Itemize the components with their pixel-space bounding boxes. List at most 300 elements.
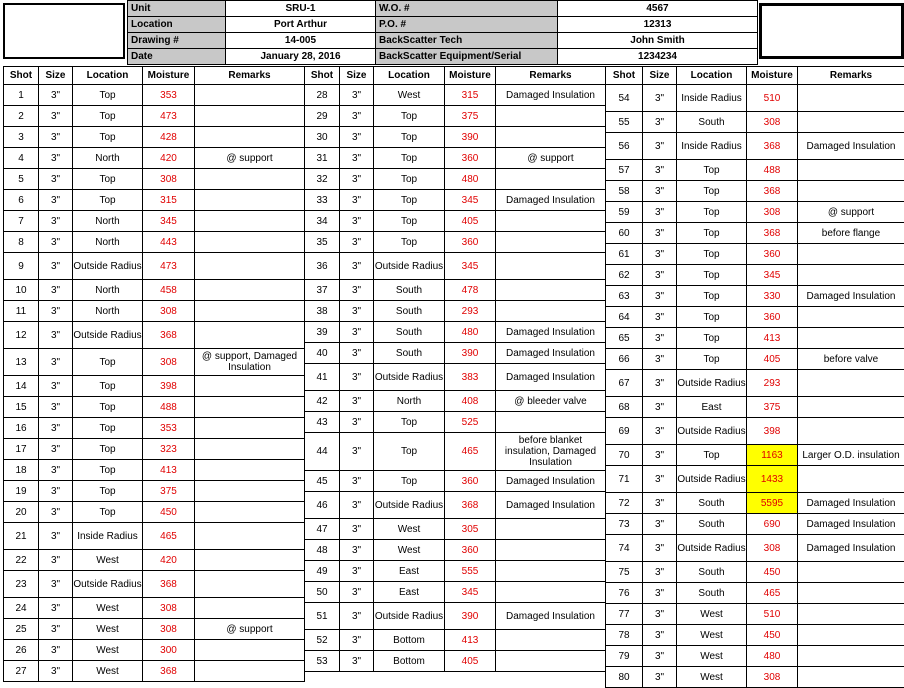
cell-shot: 60: [606, 223, 643, 244]
cell-moisture: 375: [143, 481, 195, 502]
col-location: Location: [73, 67, 143, 85]
cell-moisture: 375: [445, 106, 496, 127]
cell-remarks: [195, 550, 305, 571]
drawing-value: 14-005: [226, 33, 376, 49]
cell-moisture: 398: [143, 376, 195, 397]
cell-moisture: 360: [747, 307, 798, 328]
cell-remarks: [798, 562, 904, 583]
cell-size: 3": [39, 571, 73, 598]
shot-table-1: [3, 66, 305, 682]
table-row: [606, 493, 904, 514]
cell-moisture: 353: [143, 85, 195, 106]
cell-location: Outside Radius: [677, 370, 747, 397]
cell-remarks: [798, 328, 904, 349]
cell-moisture: 450: [747, 625, 798, 646]
cell-location: Top: [73, 418, 143, 439]
cell-moisture: 375: [747, 397, 798, 418]
cell-moisture: 405: [445, 211, 496, 232]
shot-table-3: [605, 66, 904, 688]
cell-size: 3": [340, 301, 374, 322]
col-shot: Shot: [606, 67, 643, 85]
cell-size: 3": [340, 280, 374, 301]
cell-shot: 3: [4, 127, 39, 148]
table-row: [4, 598, 305, 619]
cell-location: Top: [374, 412, 445, 433]
cell-size: 3": [39, 322, 73, 349]
cell-size: 3": [340, 232, 374, 253]
cell-shot: 74: [606, 535, 643, 562]
cell-size: 3": [643, 646, 677, 667]
cell-size: 3": [340, 630, 374, 651]
cell-remarks: [496, 106, 606, 127]
table-row: [606, 133, 904, 160]
cell-shot: 67: [606, 370, 643, 397]
wo-value: 4567: [558, 1, 758, 17]
cell-shot: 29: [305, 106, 340, 127]
cell-location: North: [73, 211, 143, 232]
cell-shot: 35: [305, 232, 340, 253]
cell-shot: 47: [305, 519, 340, 540]
cell-moisture: 360: [747, 244, 798, 265]
cell-size: 3": [39, 301, 73, 322]
cell-shot: 19: [4, 481, 39, 502]
cell-moisture: 390: [445, 343, 496, 364]
cell-size: 3": [340, 540, 374, 561]
table-row: [606, 445, 904, 466]
cell-shot: 48: [305, 540, 340, 561]
cell-location: North: [73, 280, 143, 301]
cell-moisture: 408: [445, 391, 496, 412]
cell-moisture: 398: [747, 418, 798, 445]
cell-moisture: 465: [143, 523, 195, 550]
cell-remarks: before valve: [798, 349, 904, 370]
cell-size: 3": [643, 223, 677, 244]
cell-location: Top: [73, 460, 143, 481]
logo-box-left: [3, 3, 125, 59]
table-row: [4, 322, 305, 349]
cell-location: Top: [73, 481, 143, 502]
cell-moisture: 465: [445, 433, 496, 471]
cell-location: Outside Radius: [73, 571, 143, 598]
cell-size: 3": [643, 397, 677, 418]
cell-remarks: Damaged Insulation: [496, 85, 606, 106]
cell-remarks: before flange: [798, 223, 904, 244]
cell-remarks: [496, 169, 606, 190]
cell-moisture: 488: [747, 160, 798, 181]
cell-location: North: [374, 391, 445, 412]
cell-shot: 21: [4, 523, 39, 550]
table-row: [305, 280, 606, 301]
cell-remarks: [496, 232, 606, 253]
cell-location: South: [677, 112, 747, 133]
table-row: [4, 301, 305, 322]
cell-size: 3": [39, 376, 73, 397]
cell-moisture: 300: [143, 640, 195, 661]
table-row: [305, 603, 606, 630]
cell-location: West: [73, 550, 143, 571]
cell-location: West: [677, 646, 747, 667]
cell-shot: 30: [305, 127, 340, 148]
cell-remarks: [195, 85, 305, 106]
header-table: [127, 0, 758, 65]
table-row: [305, 85, 606, 106]
cell-size: 3": [340, 343, 374, 364]
cell-location: West: [374, 85, 445, 106]
cell-remarks: [496, 280, 606, 301]
cell-shot: 62: [606, 265, 643, 286]
cell-shot: 66: [606, 349, 643, 370]
cell-size: 3": [39, 481, 73, 502]
cell-remarks: [496, 630, 606, 651]
cell-remarks: [496, 651, 606, 672]
table-row: [305, 301, 606, 322]
cell-location: Outside Radius: [374, 253, 445, 280]
table-row: [606, 202, 904, 223]
cell-location: Top: [677, 328, 747, 349]
cell-moisture: 1433: [747, 466, 798, 493]
table-row: [305, 391, 606, 412]
unit-value: SRU-1: [226, 1, 376, 17]
cell-shot: 41: [305, 364, 340, 391]
cell-location: Inside Radius: [677, 133, 747, 160]
cell-size: 3": [643, 328, 677, 349]
cell-remarks: Damaged Insulation: [496, 603, 606, 630]
cell-shot: 14: [4, 376, 39, 397]
cell-shot: 9: [4, 253, 39, 280]
cell-size: 3": [39, 550, 73, 571]
cell-size: 3": [340, 519, 374, 540]
cell-shot: 7: [4, 211, 39, 232]
col-remarks: Remarks: [798, 67, 904, 85]
cell-size: 3": [340, 391, 374, 412]
cell-remarks: [496, 582, 606, 603]
cell-location: Top: [73, 169, 143, 190]
cell-shot: 75: [606, 562, 643, 583]
cell-moisture: 525: [445, 412, 496, 433]
table-row: [305, 343, 606, 364]
location-label: Location: [128, 17, 226, 33]
table-row: [606, 160, 904, 181]
cell-location: West: [374, 519, 445, 540]
cell-location: East: [677, 397, 747, 418]
cell-shot: 17: [4, 439, 39, 460]
cell-location: Top: [374, 190, 445, 211]
table-row: [305, 253, 606, 280]
cell-location: Bottom: [374, 651, 445, 672]
cell-moisture: 488: [143, 397, 195, 418]
cell-size: 3": [643, 418, 677, 445]
cell-size: 3": [39, 598, 73, 619]
cell-remarks: [195, 460, 305, 481]
cell-remarks: Damaged Insulation: [496, 364, 606, 391]
cell-remarks: [195, 127, 305, 148]
table-row: [4, 619, 305, 640]
table-row: [606, 244, 904, 265]
cell-moisture: 480: [747, 646, 798, 667]
cell-remarks: [195, 232, 305, 253]
cell-moisture: 1163: [747, 445, 798, 466]
cell-shot: 37: [305, 280, 340, 301]
cell-remarks: [195, 439, 305, 460]
table-row: [4, 481, 305, 502]
cell-moisture: 360: [445, 148, 496, 169]
cell-location: South: [677, 583, 747, 604]
cell-shot: 25: [4, 619, 39, 640]
cell-remarks: [195, 661, 305, 682]
cell-shot: 46: [305, 492, 340, 519]
cell-remarks: @ support, Damaged Insulation: [195, 349, 305, 376]
table-row: [4, 523, 305, 550]
table-row: [4, 106, 305, 127]
cell-size: 3": [39, 106, 73, 127]
cell-location: Outside Radius: [677, 466, 747, 493]
cell-location: West: [73, 640, 143, 661]
cell-size: 3": [340, 190, 374, 211]
cell-shot: 57: [606, 160, 643, 181]
cell-moisture: 368: [143, 571, 195, 598]
table-row: [4, 418, 305, 439]
cell-location: Top: [677, 349, 747, 370]
cell-moisture: 293: [747, 370, 798, 397]
cell-location: South: [677, 514, 747, 535]
cell-size: 3": [340, 253, 374, 280]
cell-location: South: [374, 301, 445, 322]
col-location: Location: [677, 67, 747, 85]
cell-remarks: [798, 370, 904, 397]
table-row: [606, 85, 904, 112]
table-row: [606, 466, 904, 493]
equipment-label: BackScatter Equipment/Serial: [376, 49, 558, 65]
cell-size: 3": [340, 322, 374, 343]
table-row: [4, 211, 305, 232]
cell-moisture: 368: [747, 181, 798, 202]
table-row: [4, 349, 305, 376]
cell-shot: 33: [305, 190, 340, 211]
col-remarks: Remarks: [195, 67, 305, 85]
cell-remarks: [195, 571, 305, 598]
table-row: [606, 307, 904, 328]
cell-location: Top: [73, 397, 143, 418]
table-row: [305, 106, 606, 127]
cell-location: South: [374, 343, 445, 364]
cell-remarks: [195, 418, 305, 439]
cell-size: 3": [39, 661, 73, 682]
cell-shot: 38: [305, 301, 340, 322]
cell-moisture: 420: [143, 148, 195, 169]
cell-shot: 18: [4, 460, 39, 481]
table-row: [305, 211, 606, 232]
table-row: [4, 190, 305, 211]
cell-remarks: [798, 397, 904, 418]
cell-moisture: 345: [445, 190, 496, 211]
table-row: [606, 535, 904, 562]
cell-remarks: [195, 640, 305, 661]
cell-remarks: Damaged Insulation: [798, 493, 904, 514]
cell-size: 3": [340, 127, 374, 148]
cell-shot: 32: [305, 169, 340, 190]
cell-shot: 49: [305, 561, 340, 582]
cell-shot: 16: [4, 418, 39, 439]
cell-shot: 52: [305, 630, 340, 651]
cell-location: Outside Radius: [374, 492, 445, 519]
cell-location: Top: [73, 502, 143, 523]
cell-size: 3": [39, 232, 73, 253]
cell-location: Outside Radius: [677, 418, 747, 445]
cell-shot: 1: [4, 85, 39, 106]
cell-location: South: [374, 322, 445, 343]
cell-size: 3": [643, 583, 677, 604]
cell-shot: 43: [305, 412, 340, 433]
cell-shot: 58: [606, 181, 643, 202]
table-row: [305, 492, 606, 519]
cell-shot: 5: [4, 169, 39, 190]
cell-location: North: [73, 301, 143, 322]
cell-moisture: 478: [445, 280, 496, 301]
cell-moisture: 413: [143, 460, 195, 481]
cell-remarks: @ support: [195, 619, 305, 640]
cell-location: East: [374, 582, 445, 603]
cell-remarks: [195, 481, 305, 502]
cell-remarks: [496, 211, 606, 232]
cell-shot: 63: [606, 286, 643, 307]
cell-remarks: Damaged Insulation: [496, 343, 606, 364]
table-row: [606, 112, 904, 133]
cell-remarks: [195, 301, 305, 322]
table-row: [4, 640, 305, 661]
cell-location: Top: [73, 106, 143, 127]
cell-location: Top: [73, 127, 143, 148]
cell-size: 3": [39, 280, 73, 301]
table-row: [305, 412, 606, 433]
cell-size: 3": [340, 492, 374, 519]
cell-moisture: 368: [445, 492, 496, 519]
table-row: [606, 562, 904, 583]
logo-box-right: [759, 3, 904, 59]
cell-remarks: [195, 376, 305, 397]
cell-size: 3": [643, 265, 677, 286]
cell-remarks: [195, 106, 305, 127]
date-value: January 28, 2016: [226, 49, 376, 65]
shot-table-2: [304, 66, 606, 672]
cell-remarks: [496, 253, 606, 280]
cell-moisture: 345: [143, 211, 195, 232]
cell-shot: 4: [4, 148, 39, 169]
cell-size: 3": [643, 307, 677, 328]
cell-moisture: 510: [747, 604, 798, 625]
cell-moisture: 345: [445, 253, 496, 280]
cell-moisture: 308: [747, 535, 798, 562]
cell-moisture: 330: [747, 286, 798, 307]
location-value: Port Arthur: [226, 17, 376, 33]
table-row: [4, 460, 305, 481]
cell-shot: 61: [606, 244, 643, 265]
cell-size: 3": [340, 364, 374, 391]
cell-remarks: [798, 625, 904, 646]
table-row: [606, 349, 904, 370]
cell-size: 3": [39, 190, 73, 211]
col-moisture: Moisture: [143, 67, 195, 85]
cell-location: Top: [374, 127, 445, 148]
cell-remarks: [798, 646, 904, 667]
unit-label: Unit: [128, 1, 226, 17]
cell-location: Inside Radius: [677, 85, 747, 112]
table-row: [4, 169, 305, 190]
cell-location: Top: [73, 439, 143, 460]
cell-moisture: 450: [747, 562, 798, 583]
cell-remarks: [195, 190, 305, 211]
table-row: [4, 280, 305, 301]
table-row: [305, 519, 606, 540]
table-row: [606, 418, 904, 445]
cell-size: 3": [643, 535, 677, 562]
cell-remarks: [798, 604, 904, 625]
cell-size: 3": [643, 562, 677, 583]
cell-shot: 69: [606, 418, 643, 445]
cell-shot: 2: [4, 106, 39, 127]
cell-moisture: 480: [445, 322, 496, 343]
cell-location: Top: [374, 211, 445, 232]
cell-location: Bottom: [374, 630, 445, 651]
cell-remarks: [798, 160, 904, 181]
cell-location: Outside Radius: [73, 253, 143, 280]
tech-value: John Smith: [558, 33, 758, 49]
table-row: [606, 604, 904, 625]
table-row: [305, 322, 606, 343]
cell-shot: 20: [4, 502, 39, 523]
cell-remarks: [798, 466, 904, 493]
cell-shot: 71: [606, 466, 643, 493]
cell-size: 3": [39, 502, 73, 523]
cell-shot: 10: [4, 280, 39, 301]
cell-moisture: 405: [747, 349, 798, 370]
cell-location: South: [677, 493, 747, 514]
cell-moisture: 323: [143, 439, 195, 460]
table-row: [305, 540, 606, 561]
cell-location: Top: [374, 148, 445, 169]
col-shot: Shot: [305, 67, 340, 85]
cell-remarks: [195, 397, 305, 418]
cell-remarks: Larger O.D. insulation: [798, 445, 904, 466]
table-row: [4, 439, 305, 460]
cell-remarks: Damaged Insulation: [496, 322, 606, 343]
cell-remarks: [195, 523, 305, 550]
cell-shot: 55: [606, 112, 643, 133]
cell-location: Top: [73, 190, 143, 211]
cell-shot: 65: [606, 328, 643, 349]
cell-shot: 51: [305, 603, 340, 630]
cell-size: 3": [643, 514, 677, 535]
cell-size: 3": [643, 466, 677, 493]
cell-shot: 72: [606, 493, 643, 514]
cell-moisture: 360: [445, 471, 496, 492]
cell-location: South: [374, 280, 445, 301]
col-moisture: Moisture: [445, 67, 496, 85]
cell-location: Top: [73, 349, 143, 376]
cell-size: 3": [39, 349, 73, 376]
cell-moisture: 368: [143, 661, 195, 682]
cell-shot: 8: [4, 232, 39, 253]
cell-location: Top: [677, 265, 747, 286]
cell-moisture: 383: [445, 364, 496, 391]
cell-moisture: 345: [445, 582, 496, 603]
cell-shot: 36: [305, 253, 340, 280]
table-row: [305, 651, 606, 672]
cell-size: 3": [39, 148, 73, 169]
cell-moisture: 368: [747, 223, 798, 244]
cell-shot: 13: [4, 349, 39, 376]
cell-moisture: 473: [143, 106, 195, 127]
cell-size: 3": [643, 133, 677, 160]
